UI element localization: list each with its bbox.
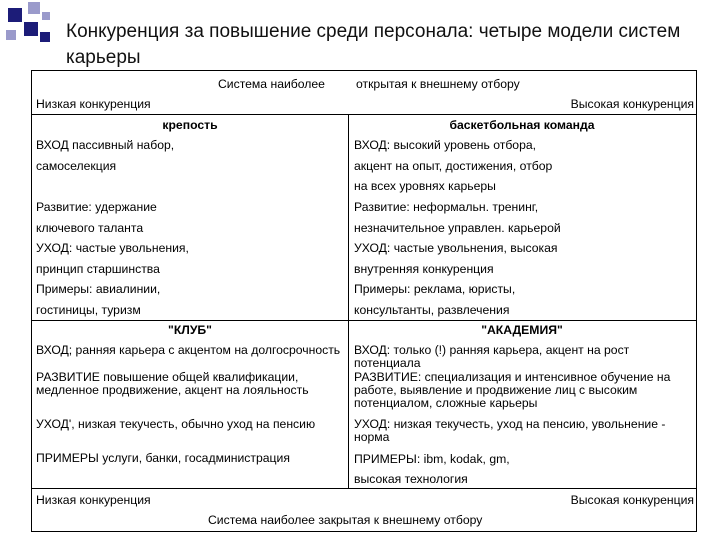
top-low-competition: Низкая конкуренция	[36, 97, 151, 111]
fortress-line: гостиницы, туризм	[36, 303, 141, 317]
top-high-competition: Высокая конкуренция	[570, 97, 694, 111]
team-line: консультанты, развлечения	[354, 303, 510, 317]
team-line: незначительное управлен. карьерой	[354, 221, 561, 235]
team-line: Развитие: неформальн. тренинг,	[354, 200, 539, 214]
fortress-line: Развитие: удержание	[36, 200, 157, 214]
club-development: РАЗВИТИЕ повышение общей квалификации, медленное продвижение, акцент на лояльность	[36, 370, 309, 397]
bottom-axis-caption: Система наиболее закрытая к внешнему отбору	[208, 513, 483, 527]
club-exit: УХОД', низкая текучесть, обычно уход на пенсию	[36, 417, 316, 431]
team-line: Примеры: реклама, юристы,	[354, 282, 516, 296]
academy-entry: ВХОД: только (!) ранняя карьера, акцент на рост потенциала	[354, 343, 630, 370]
academy-exit: УХОД: низкая текучесть, уход на пенсию, увольнение - норма	[354, 417, 666, 444]
fortress-line: ключевого таланта	[36, 221, 144, 235]
team-line: УХОД: частые увольнения, высокая	[354, 241, 558, 255]
bottom-high-competition: Высокая конкуренция	[570, 493, 694, 507]
top-axis-label-left: Система наиболее	[218, 77, 325, 91]
fortress-line: принцип старшинства	[36, 262, 160, 276]
title-bullet-logo	[2, 2, 54, 50]
fortress-heading: крепость	[162, 118, 218, 132]
page-title: Конкуренция за повышение среди персонала: четыре модели систем карьеры	[66, 20, 681, 68]
fortress-line: УХОД: частые увольнения,	[36, 241, 189, 255]
academy-examples: ПРИМЕРЫ: ibm, kodak, gm,	[354, 452, 510, 466]
divider-middle	[32, 320, 696, 321]
team-line: ВХОД: высокий уровень отбора,	[354, 138, 537, 152]
divider-vertical	[348, 114, 349, 488]
academy-development: РАЗВИТИЕ: специализация и интенсивное обучение на работе, выявление и продвижение лиц с высоким потенциалом, сложные карьеры	[354, 370, 671, 410]
bottom-low-competition: Низкая конкуренция	[36, 493, 151, 507]
team-line: на всех уровнях карьеры	[354, 179, 496, 193]
club-examples: ПРИМЕРЫ услуги, банки, госадминистрация	[36, 451, 290, 465]
club-entry: ВХОД; ранняя карьера с акцентом на долгосрочность	[36, 343, 341, 357]
divider-bottom	[32, 488, 696, 489]
academy-extra: высокая технология	[354, 472, 468, 486]
fortress-line: ВХОД пассивный набор,	[36, 138, 175, 152]
top-axis-label-right: открытая к внешнему отбору	[356, 77, 520, 91]
club-heading: "КЛУБ"	[168, 323, 212, 337]
fortress-line: самоселекция	[36, 159, 117, 173]
academy-heading: "АКАДЕМИЯ"	[481, 323, 563, 337]
fortress-line: Примеры: авиалинии,	[36, 282, 161, 296]
divider-top	[32, 114, 696, 115]
career-models-table	[31, 70, 697, 532]
team-line: акцент на опыт, достижения, отбор	[354, 159, 553, 173]
team-line: внутренняя конкуренция	[354, 262, 494, 276]
team-heading: баскетбольная команда	[449, 118, 595, 132]
